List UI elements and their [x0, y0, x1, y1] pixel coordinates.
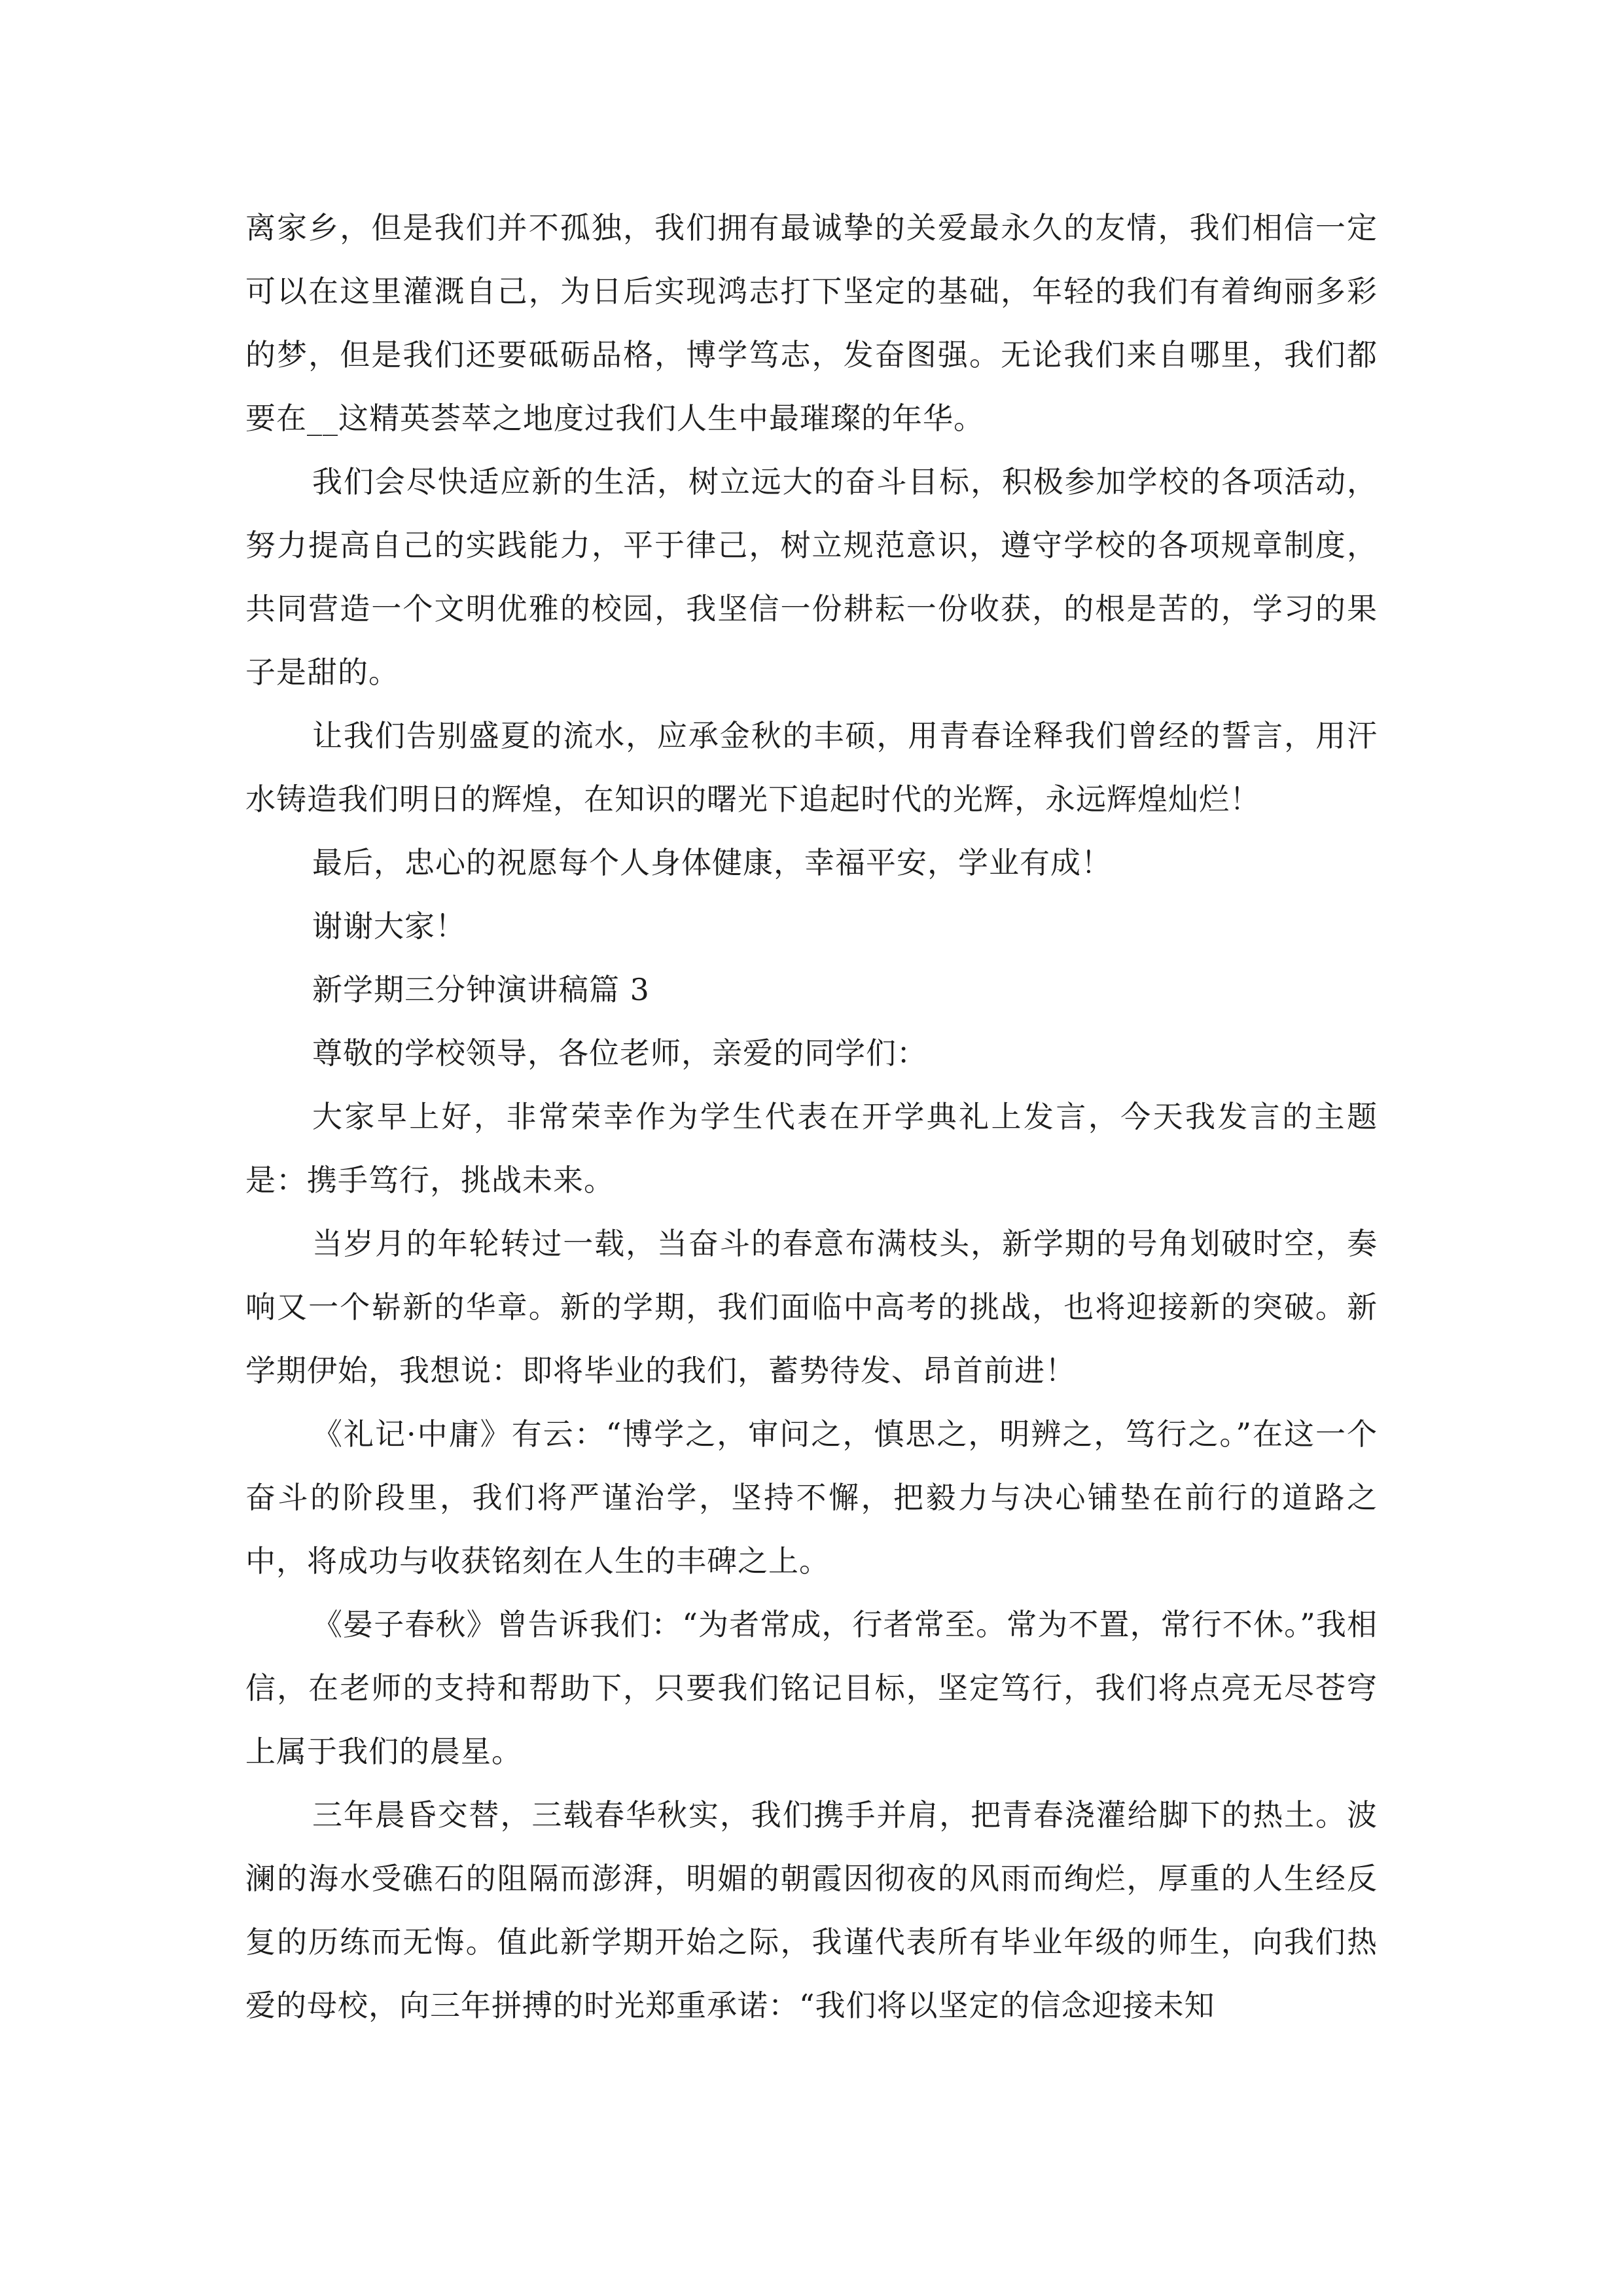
- body-text: [245, 196, 1378, 2037]
- paragraph: 大家早上好，非常荣幸作为学生代表在开学典礼上发言，今天我发言的主题是：携手笃行，挑战未来。: [245, 1099, 1378, 1198]
- salutation: 尊敬的学校领导，各位老师，亲爱的同学们：: [312, 1035, 927, 1071]
- paragraph: 三年晨昏交替，三载春华秋实，我们携手并肩，把青春浇灌给脚下的热土。波澜的海水受礁石的阻隔而澎湃，明媚的朝霞因彻夜的风雨而绚烂，厚重的人生经反复的历练而无悔。值此新学期开始之际，我谨代表所有毕业年级的师生，向我们热爱的母校，向三年拼搏的时光郑重承诺：“我们将以坚定的信念迎接未知: [245, 1797, 1378, 2023]
- paragraph-thanks: 谢谢大家！: [312, 908, 466, 944]
- section-heading: 新学期三分钟演讲稿篇 3: [312, 972, 650, 1007]
- paragraph: 让我们告别盛夏的流水，应承金秋的丰硕，用青春诠释我们曾经的誓言，用汗水铸造我们明日的辉煌，在知识的曙光下追起时代的光辉，永远辉煌灿烂！: [245, 718, 1378, 817]
- paragraph: 最后，忠心的祝愿每个人身体健康，幸福平安，学业有成！: [312, 845, 1112, 880]
- paragraph-continuation: 离家乡，但是我们并不孤独，我们拥有最诚挚的关爱最永久的友情，我们相信一定可以在这里灌溉自己，为日后实现鸿志打下坚定的基础，年轻的我们有着绚丽多彩的梦，但是我们还要砥砺品格，博学笃志，发奋图强。无论我们来自哪里，我们都要在__这精英荟萃之地度过我们人生中最璀璨的年华。: [245, 210, 1378, 436]
- paragraph: 《礼记·中庸》有云：“博学之，审问之，慎思之，明辨之，笃行之。”在这一个奋斗的阶段里，我们将严谨治学，坚持不懈，把毅力与决心铺垫在前行的道路之中，将成功与收获铭刻在人生的丰碑之上。: [245, 1416, 1378, 1579]
- paragraph: 当岁月的年轮转过一载，当奋斗的春意布满枝头，新学期的号角划破时空，奏响又一个崭新的华章。新的学期，我们面临中高考的挑战，也将迎接新的突破。新学期伊始，我想说：即将毕业的我们，蓄势待发、昂首前进！: [245, 1226, 1378, 1388]
- paragraph: 《晏子春秋》曾告诉我们：“为者常成，行者常至。常为不置，常行不休。”我相信，在老师的支持和帮助下，只要我们铭记目标，坚定笃行，我们将点亮无尽苍穹上属于我们的晨星。: [245, 1607, 1378, 1769]
- paragraph: 我们会尽快适应新的生活，树立远大的奋斗目标，积极参加学校的各项活动，努力提高自己的实践能力，平于律己，树立规范意识，遵守学校的各项规章制度，共同营造一个文明优雅的校园，我坚信一份耕耘一份收获，的根是苦的，学习的果子是甜的。: [245, 464, 1378, 690]
